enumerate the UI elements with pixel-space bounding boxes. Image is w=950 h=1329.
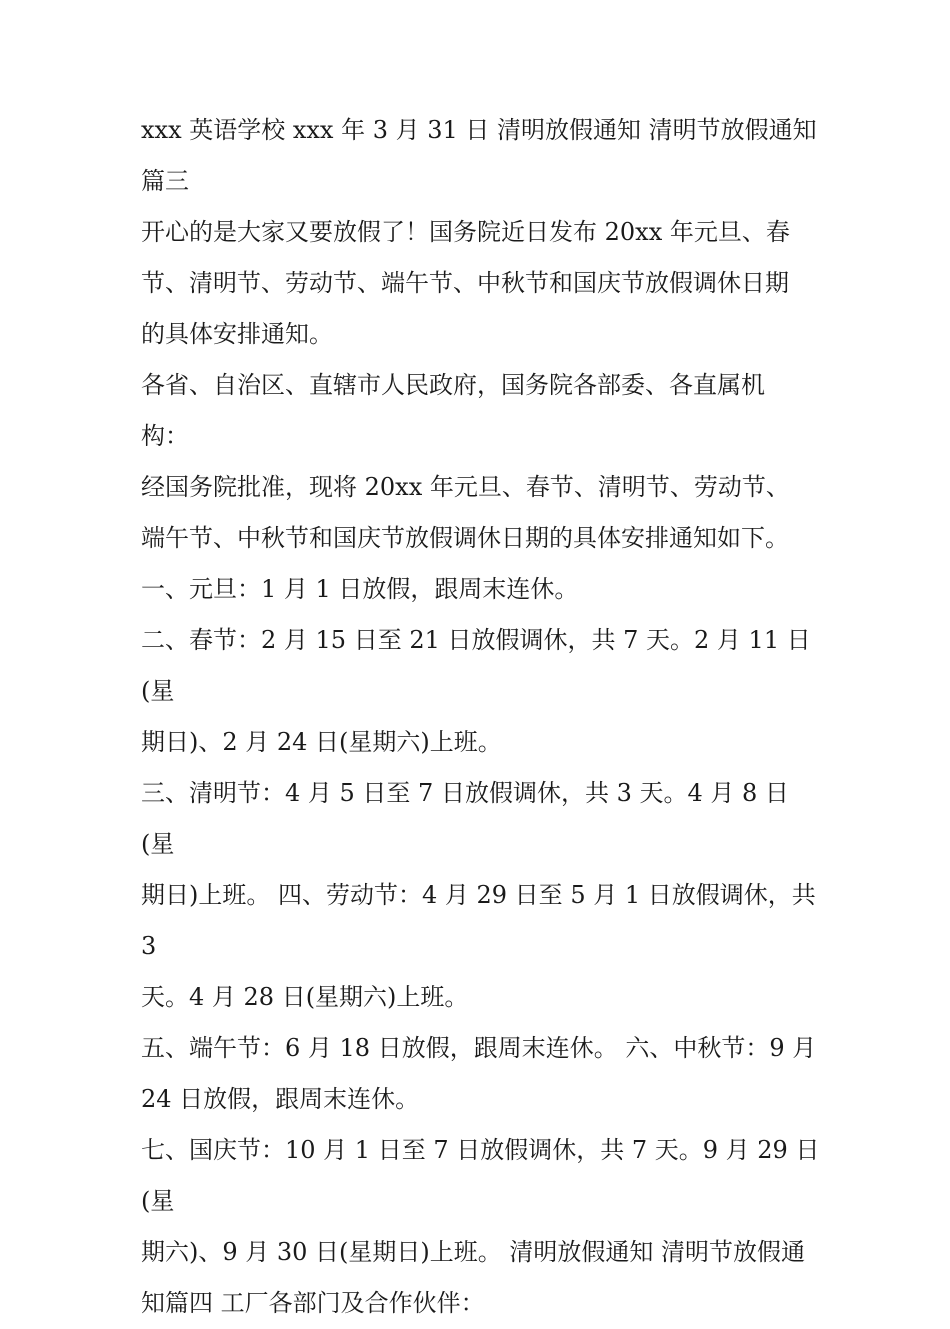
- text-line-6: 各省、自治区、直辖市人民政府，国务院各部委、各直属机: [141, 371, 765, 399]
- document-body: [141, 105, 824, 1329]
- text-line-13: 三、清明节：4 月 5 日至 7 日放假调休，共 3 天。4 月 8 日(星: [141, 779, 789, 858]
- text-line-11: 二、春节：2 月 15 日至 21 日放假调休，共 7 天。2 月 11 日(星: [141, 626, 811, 705]
- text-line-4: 节、清明节、劳动节、端午节、中秋节和国庆节放假调休日期: [141, 269, 789, 297]
- text-line-19: 期六)、9 月 30 日(星期日)上班。 清明放假通知 清明节放假通: [141, 1238, 806, 1266]
- text-line-1: xxx 英语学校 xxx 年 3 月 31 日 清明放假通知 清明节放假通知: [141, 116, 817, 144]
- text-line-5: 的具体安排通知。: [141, 320, 333, 348]
- text-line-12: 期日)、2 月 24 日(星期六)上班。: [141, 728, 502, 756]
- text-line-3: 开心的是大家又要放假了！国务院近日发布 20xx 年元旦、春: [141, 218, 790, 246]
- text-line-18: 七、国庆节：10 月 1 日至 7 日放假调休，共 7 天。9 月 29 日(星: [141, 1136, 820, 1215]
- text-line-16: 五、端午节：6 月 18 日放假，跟周末连休。 六、中秋节：9 月: [141, 1034, 817, 1062]
- text-line-17: 24 日放假，跟周末连休。: [141, 1085, 420, 1113]
- text-line-2: 篇三: [141, 167, 189, 195]
- text-line-15: 天。4 月 28 日(星期六)上班。: [141, 983, 469, 1011]
- text-line-8: 经国务院批准，现将 20xx 年元旦、春节、清明节、劳动节、: [141, 473, 790, 501]
- text-line-20: 知篇四 工厂各部门及合作伙伴：: [141, 1289, 485, 1317]
- text-line-14: 期日)上班。 四、劳动节：4 月 29 日至 5 月 1 日放假调休，共 3: [141, 881, 824, 960]
- text-line-7: 构：: [141, 422, 189, 450]
- text-line-9: 端午节、中秋节和国庆节放假调休日期的具体安排通知如下。: [141, 524, 789, 552]
- text-line-10: 一、元旦：1 月 1 日放假，跟周末连休。: [141, 575, 579, 603]
